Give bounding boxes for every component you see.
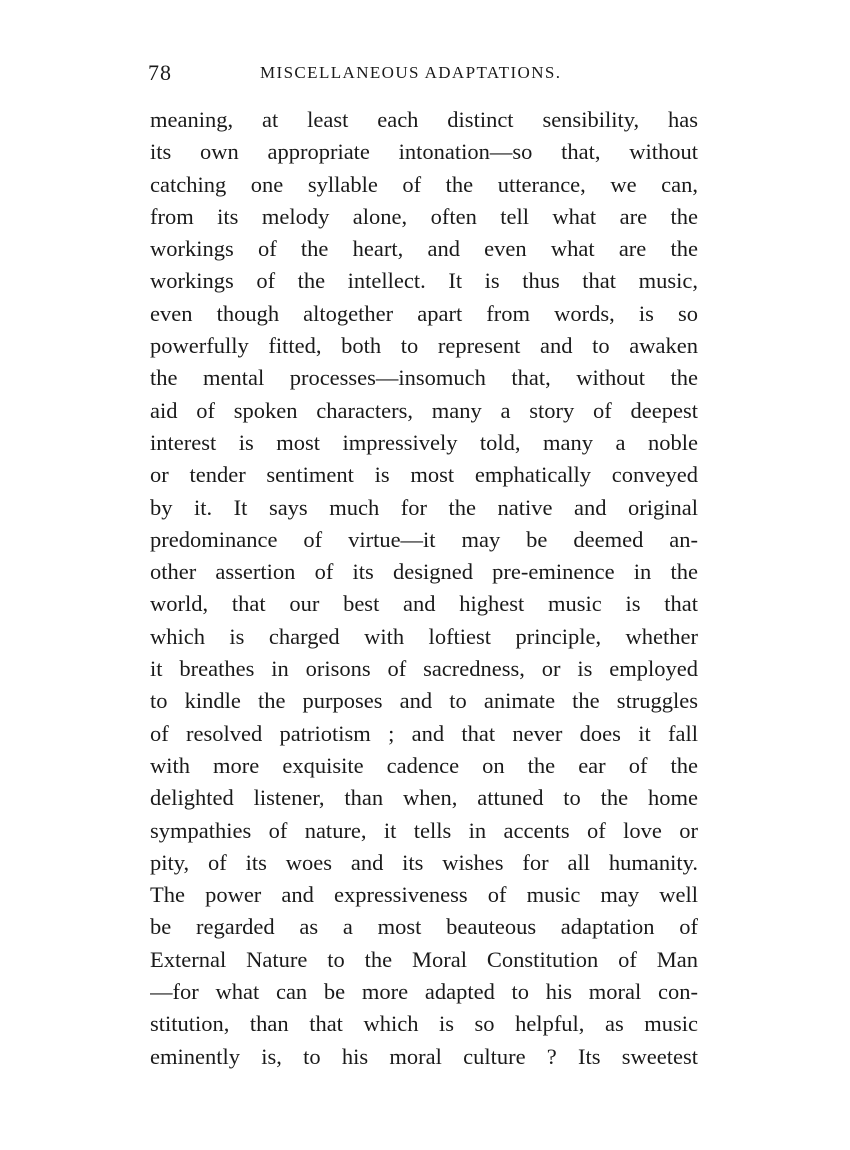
text-line: the mental processes—insomuch that, without the	[150, 365, 698, 391]
text-line: to kindle the purposes and to animate the struggles	[150, 688, 698, 714]
body-text	[150, 104, 698, 1073]
text-line: —for what can be more adapted to his moral con-	[150, 979, 698, 1005]
text-line: sympathies of nature, it tells in accents of love or	[150, 817, 698, 843]
text-line: be regarded as a most beauteous adaptation of	[150, 914, 698, 940]
text-line: other assertion of its designed pre-eminence in the	[150, 559, 698, 585]
text-line: The power and expressiveness of music may well	[150, 882, 698, 908]
text-line: it breathes in orisons of sacredness, or is employed	[150, 656, 698, 682]
text-line: interest is most impressively told, many a noble	[150, 429, 698, 455]
text-line: catching one syllable of the utterance, we can,	[150, 171, 698, 197]
text-line: predominance of virtue—it may be deemed an-	[150, 526, 698, 552]
text-line: External Nature to the Moral Constitution of Man	[150, 946, 698, 972]
text-line: which is charged with loftiest principle, whether	[150, 623, 698, 649]
text-line: workings of the intellect. It is thus that music,	[150, 268, 698, 294]
text-line: powerfully fitted, both to represent and to awaken	[150, 333, 698, 359]
text-line: workings of the heart, and even what are the	[150, 236, 698, 262]
text-line: pity, of its woes and its wishes for all humanity.	[150, 849, 698, 875]
text-line: even though altogether apart from words, is so	[150, 300, 698, 326]
text-line: from its melody alone, often tell what are the	[150, 203, 698, 229]
text-line: of resolved patriotism ; and that never does it fall	[150, 720, 698, 746]
text-line: delighted listener, than when, attuned to the home	[150, 785, 698, 811]
text-line: world, that our best and highest music is that	[150, 591, 698, 617]
text-line: by it. It says much for the native and original	[150, 494, 698, 520]
text-line: aid of spoken characters, many a story of deepest	[150, 397, 698, 423]
text-line: with more exquisite cadence on the ear of the	[150, 752, 698, 778]
text-line: meaning, at least each distinct sensibility, has	[150, 107, 698, 132]
page-number: 78	[148, 60, 172, 85]
running-head-title: MISCELLANEOUS ADAPTATIONS.	[260, 63, 562, 82]
text-line: its own appropriate intonation—so that, without	[150, 139, 698, 165]
text-line: eminently is, to his moral culture ? Its sweetest	[150, 1043, 698, 1069]
text-line: or tender sentiment is most emphatically conveyed	[150, 462, 698, 488]
running-head	[148, 60, 708, 88]
text-line: stitution, than that which is so helpful, as music	[150, 1011, 698, 1037]
